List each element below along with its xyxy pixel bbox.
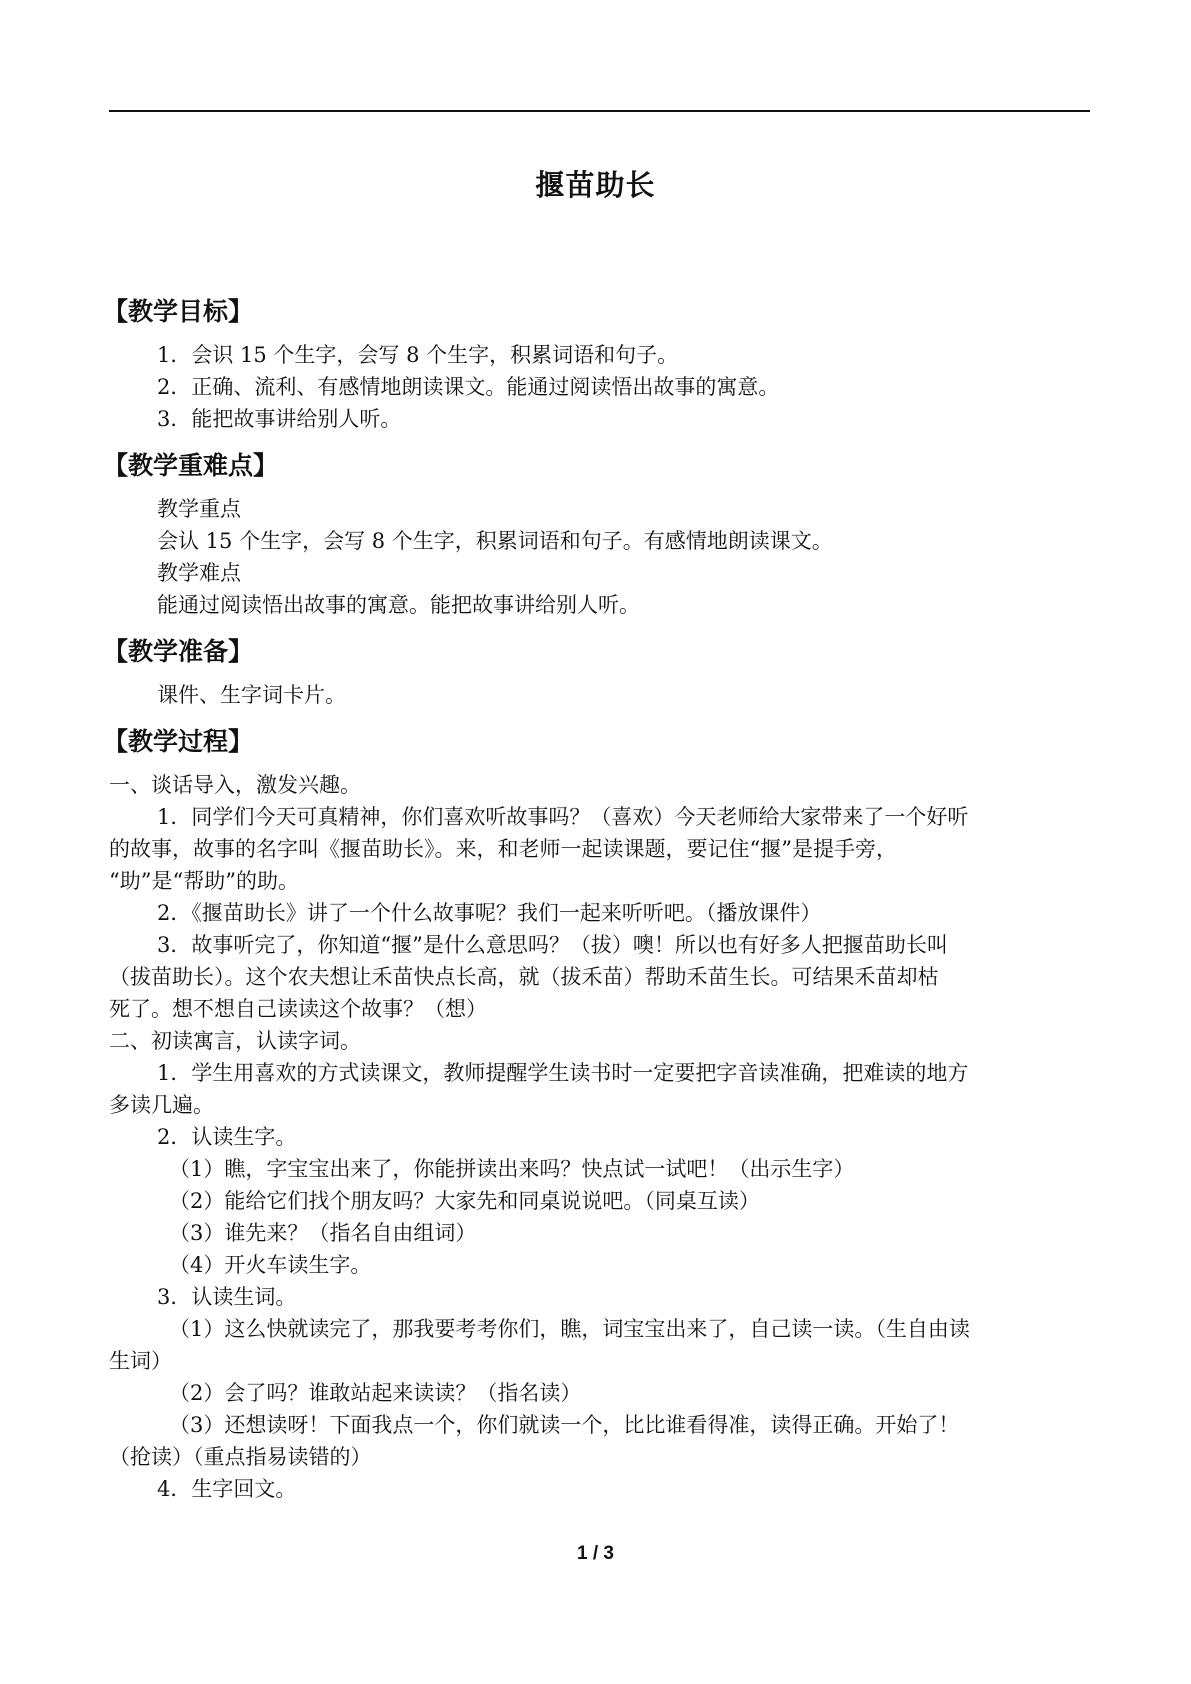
process-sub-item: （3）谁先来？（指名自由组词）: [169, 1221, 477, 1245]
process-sub-item: （2）会了吗？谁敢站起来读读？（指名读）: [169, 1381, 582, 1405]
process-part-title: 二、初读寓言，认读字词。: [109, 1029, 361, 1053]
difficult-text: 能通过阅读悟出故事的寓意。能把故事讲给别人听。: [157, 593, 640, 617]
process-sub-item: （1）瞧，字宝宝出来了，你能拼读出来吗？快点试一试吧！（出示生字）: [169, 1157, 855, 1181]
process-sub-item: （3）还想读呀！下面我点一个，你们就读一个，比比谁看得准，读得正确。开始了！: [169, 1413, 960, 1437]
process-paragraph: 1．同学们今天可真精神，你们喜欢听故事吗？（喜欢）今天老师给大家带来了一个好听: [157, 805, 969, 829]
process-paragraph: 死了。想不想自己读读这个故事？（想）: [109, 997, 487, 1021]
difficult-label: 教学难点: [157, 561, 241, 585]
process-sub-item: （抢读）（重点指易读错的）: [109, 1445, 372, 1469]
prep-text: 课件、生字词卡片。: [157, 683, 346, 707]
goal-item: 2．正确、流利、有感情地朗读课文。能通过阅读悟出故事的寓意。: [157, 375, 780, 399]
process-sub-item: （2）能给它们找个朋友吗？大家先和同桌说说吧。（同桌互读）: [169, 1189, 760, 1213]
section-heading-goals: 【教学目标】: [103, 297, 254, 326]
section-heading-process: 【教学过程】: [103, 727, 254, 756]
process-paragraph: 3．认读生词。: [157, 1285, 297, 1309]
document-body: [103, 295, 1090, 1505]
process-paragraph: “助”是“帮助”的助。: [109, 869, 299, 893]
goal-item: 3．能把故事讲给别人听。: [157, 407, 402, 431]
page-number: 1 / 3: [577, 1543, 614, 1564]
process-sub-item: （1）这么快就读完了，那我要考考你们，瞧，词宝宝出来了，自己读一读。（生自由读: [169, 1317, 970, 1341]
process-paragraph: 的故事，故事的名字叫《揠苗助长》。来，和老师一起读课题，要记住“揠”是提手旁，: [109, 837, 897, 861]
process-sub-item: （4）开火车读生字。: [169, 1253, 372, 1277]
process-paragraph: 2．《揠苗助长》讲了一个什么故事呢？我们一起来听听吧。（播放课件）: [157, 901, 822, 925]
process-sub-item: 生词）: [109, 1349, 172, 1373]
key-text: 会认 15 个生字，会写 8 个生字，积累词语和句子。有感情地朗读课文。: [157, 529, 833, 553]
document-title: 揠苗助长: [535, 168, 656, 202]
process-paragraph: 4．生字回文。: [157, 1477, 297, 1501]
header-rule: [109, 110, 1090, 112]
section-heading-prep: 【教学准备】: [103, 637, 254, 666]
process-paragraph: 1．学生用喜欢的方式读课文，教师提醒学生读书时一定要把字音读准确，把难读的地方: [157, 1061, 969, 1085]
process-paragraph: 多读几遍。: [109, 1093, 214, 1117]
goal-item: 1．会识 15 个生字，会写 8 个生字，积累词语和句子。: [157, 343, 679, 367]
key-label: 教学重点: [157, 497, 241, 521]
process-paragraph: （拔苗助长）。这个农夫想让禾苗快点长高，就（拔禾苗）帮助禾苗生长。可结果禾苗却枯: [109, 965, 939, 989]
process-paragraph: 3．故事听完了，你知道“揠”是什么意思吗？（拔）噢！所以也有好多人把揠苗助长叫: [157, 933, 948, 957]
process-part-title: 一、谈话导入，激发兴趣。: [109, 773, 361, 797]
section-heading-key-points: 【教学重难点】: [103, 451, 279, 480]
process-paragraph: 2．认读生字。: [157, 1125, 297, 1149]
